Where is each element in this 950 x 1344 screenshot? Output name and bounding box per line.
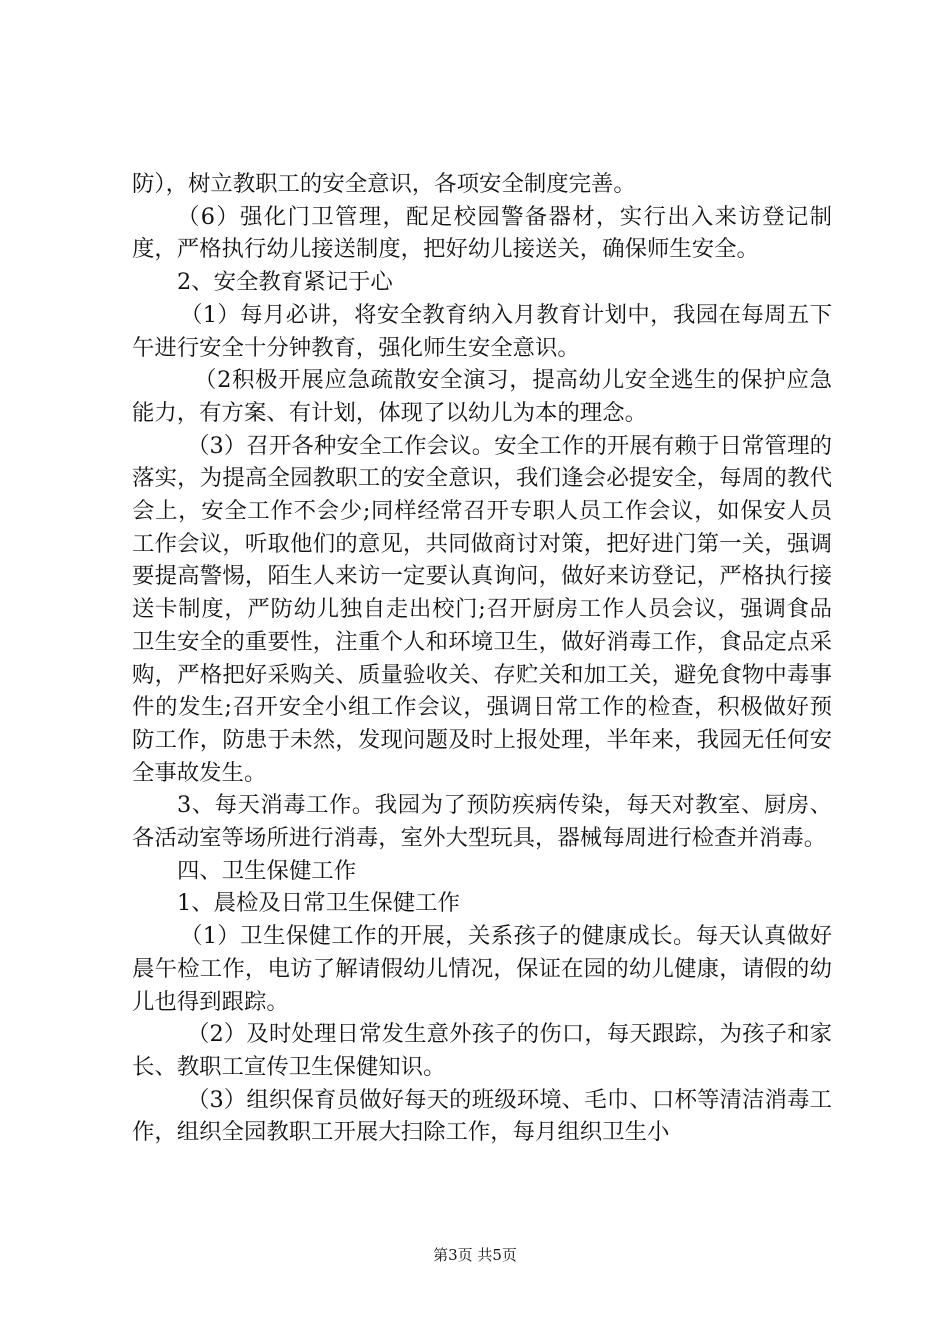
paragraph-item-3: （3）召开各种安全工作会议。安全工作的开展有赖于日常管理的落实，为提高全园教职工的安全意识，我们逢会必提安全，每周的教代会上，安全工作不会少;同样经常召开专职人员工作会议，如保安人员工作会议，听取他们的意见，共同做商讨对策，把好进门第一关，强调要提高警惕，陌生人来访一定要认真询问，做好来访登记，严格执行接送卡制度，严防幼儿独自走出校门;召开厨房工作人员会议，强调食品卫生安全的重要性，注重个人和环境卫生，做好消毒工作，食品定点采购，严格把好采购关、质量验收关、存贮关和加工关，避免食物中毒事件的发生;召开安全小组工作会议，强调日常工作的检查，积极做好预防工作，防患于未然，发现问题及时上报处理，半年来，我园无任何安全事故发生。 bbox=[132, 432, 832, 786]
paragraph-health-1: （1）卫生保健工作的开展，关系孩子的健康成长。每天认真做好晨午检工作，电访了解请假幼儿情况，保证在园的幼儿健康，请假的幼儿也得到跟踪。 bbox=[132, 923, 832, 1015]
section-heading-2: 2、安全教育紧记于心 bbox=[177, 269, 393, 296]
paragraph-item-1: （1）每月必讲，将安全教育纳入月教育计划中，我园在每周五下午进行安全十分钟教育，强化师生安全意识。 bbox=[132, 301, 832, 361]
page-number-footer: 第3页 共5页 bbox=[433, 1246, 517, 1264]
body-text bbox=[132, 168, 832, 1149]
paragraph-item-6: （6）强化门卫管理，配足校园警备器材，实行出入来访登记制度，严格执行幼儿接送制度，把好幼儿接送关，确保师生安全。 bbox=[132, 203, 832, 263]
paragraph-continuation: 防），树立教职工的安全意识，各项安全制度完善。 bbox=[132, 171, 636, 197]
chapter-heading-4: 四、卫生保健工作 bbox=[177, 857, 357, 884]
paragraph-item-3-section: 3、每天消毒工作。我园为了预防疾病传染，每天对教室、厨房、各活动室等场所进行消毒，室外大型玩具，器械每周进行检查并消毒。 bbox=[132, 792, 832, 852]
paragraph-health-2: （2）及时处理日常发生意外孩子的伤口，每天跟踪，为孩子和家长、教职工宣传卫生保健知识。 bbox=[132, 1021, 832, 1080]
paragraph-item-2: （2积极开展应急疏散安全演习，提高幼儿安全逃生的保护应急能力，有方案、有计划，体现了以幼儿为本的理念。 bbox=[132, 367, 832, 426]
section-heading-1: 1、晨检及日常卫生保健工作 bbox=[177, 890, 460, 917]
paragraph-health-3: （3）组织保育员做好每天的班级环境、毛巾、口杯等清洁消毒工作，组织全园教职工开展大扫除工作，每月组织卫生小 bbox=[132, 1086, 832, 1146]
